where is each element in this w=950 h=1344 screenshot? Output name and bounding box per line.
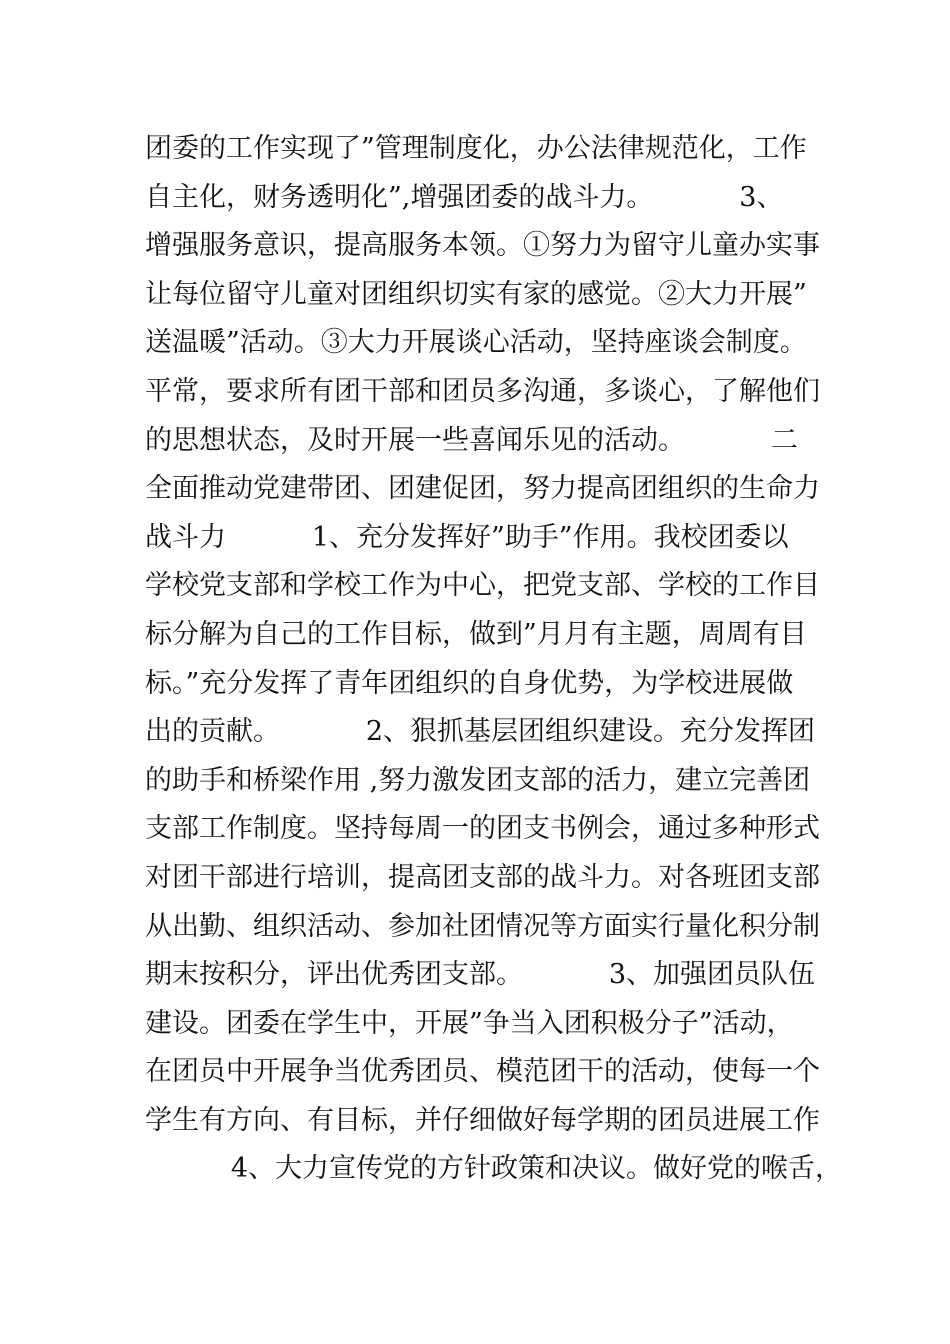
text-line: 自主化，财务透明化”,增强团委的战斗力。 3、 — [145, 181, 784, 213]
text-line: 平常，要求所有团干部和团员多沟通，多谈心，了解他们 — [145, 375, 820, 407]
text-line: 4、大力宣传党的方针政策和决议。做好党的喉舌， — [145, 1153, 843, 1185]
body-text — [145, 125, 845, 1194]
text-line: 出的贡献。 2、狠抓基层团组织建设。充分发挥团 — [145, 716, 816, 748]
text-line: 标。”充分发挥了青年团组织的自身优势，为学校进展做 — [145, 667, 794, 699]
text-line: 从出勤、组织活动、参加社团情况等方面实行量化积分制 — [145, 910, 820, 942]
text-line: 的助手和桥梁作用 ,努力激发团支部的活力，建立完善团 — [145, 764, 811, 796]
text-line: 建设。团委在学生中，开展”争当入团积极分子”活动， — [145, 1007, 794, 1039]
text-line: 的思想状态，及时开展一些喜闻乐见的活动。 二 — [145, 424, 798, 456]
text-line: 在团员中开展争当优秀团员、模范团干的活动，使每一个 — [145, 1056, 820, 1088]
text-line: 学生有方向、有目标，并仔细做好每学期的团员进展工作 — [145, 1104, 820, 1136]
text-line: 战斗力 1、充分发挥好”助手”作用。我校团委以 — [145, 521, 789, 553]
text-line: 送温暖”活动。③大力开展谈心活动，坚持座谈会制度。 — [145, 327, 807, 359]
text-line: 全面推动党建带团、团建促团，努力提高团组织的生命力 — [145, 473, 820, 505]
text-line: 标分解为自己的工作目标，做到”月月有主题，周周有目 — [145, 618, 807, 650]
text-line: 期末按积分，评出优秀团支部。 3、加强团员队伍 — [145, 959, 816, 991]
text-line: 对团干部进行培训，提高团支部的战斗力。对各班团支部 — [145, 861, 820, 893]
text-line: 增强服务意识，提高服务本领。①努力为留守儿童办实事 — [145, 230, 820, 262]
text-line: 团委的工作实现了”管理制度化，办公法律规范化，工作 — [145, 133, 807, 164]
text-line: 支部工作制度。坚持每周一的团支书例会，通过多种形式 — [145, 813, 820, 845]
text-line: 学校党支部和学校工作为中心，把党支部、学校的工作目 — [145, 570, 820, 602]
text-line: 让每位留守儿童对团组织切实有家的感觉。②大力开展” — [145, 278, 807, 310]
